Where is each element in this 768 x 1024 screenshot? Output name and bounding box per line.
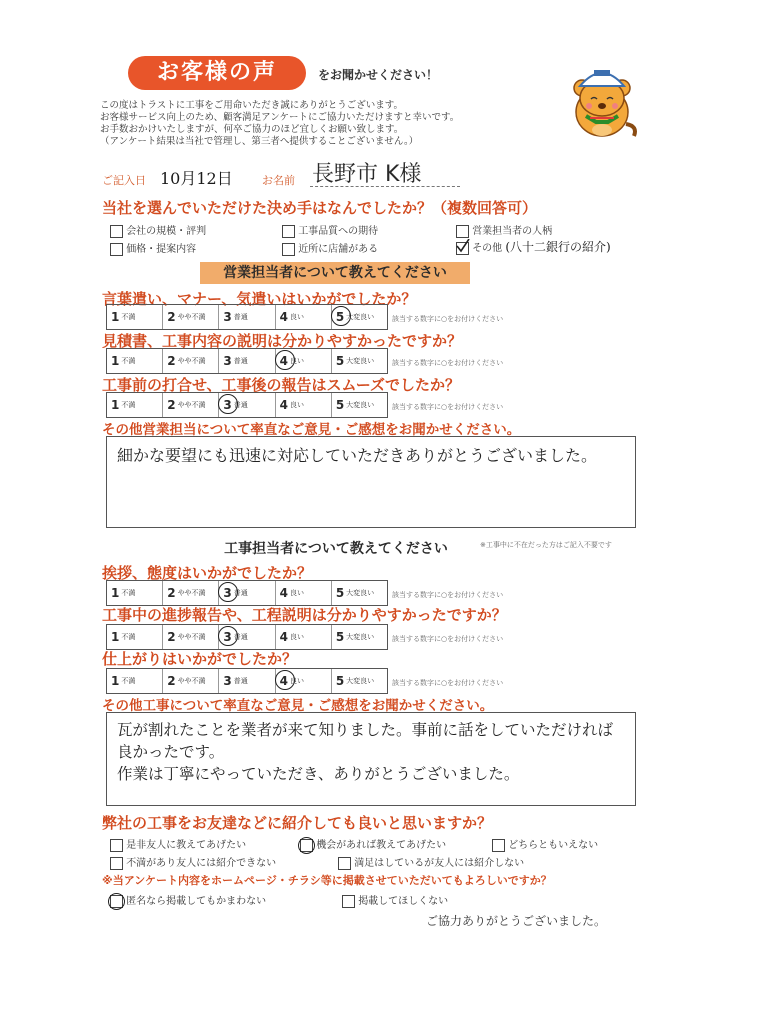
scale-number: 3	[223, 398, 232, 412]
scale-label: やや不満	[177, 633, 206, 641]
intro-text: この度はトラストに工事をご用命いただき誠にありがとうございます。 お客様サービス向上のため、顧客満足アンケートにご協力いただけますと幸いです。 お手数おかけいたしますが、何卒ご協力のほど宜しくお願い致します。 （アンケート結果は当社で管理し、第三者へ提供することございません。）	[100, 100, 460, 147]
scale-label: 良い	[289, 633, 304, 641]
scale-label: 普通	[233, 313, 248, 321]
scale-label: 不満	[121, 677, 136, 685]
reason-option-5[interactable]: 近所に店舗がある	[282, 240, 378, 256]
scale-label: やや不満	[177, 401, 206, 409]
scale-number: 2	[167, 674, 176, 688]
scale-number: 1	[111, 674, 120, 688]
sales-q1-scale[interactable]	[106, 304, 388, 330]
mascot-icon	[556, 52, 648, 144]
construction-q2: 工事中の進捗報告や、工程説明は分かりやすかったですか？	[102, 606, 507, 624]
scale-number: 5	[335, 310, 345, 324]
checkmark-icon	[456, 239, 470, 253]
reason-option-2[interactable]: 工事品質への期待	[282, 222, 378, 238]
referral-option-1[interactable]: 是非友人に教えてあげたい	[110, 836, 246, 852]
scale-option-4[interactable]	[276, 349, 332, 373]
scale-option-4[interactable]	[276, 625, 332, 649]
scale-number: 3	[223, 586, 232, 600]
scale-option-5[interactable]	[332, 581, 387, 605]
sales-comment-prompt: その他営業担当について率直なご意見・ご感想をお聞かせください。	[102, 422, 521, 438]
scale-number: 1	[111, 398, 120, 412]
scale-number: 2	[167, 398, 176, 412]
construction-comment-text: 瓦が割れたことを業者が来て知りました。事前に話をしていただければ良かったです。 作業は丁寧にやっていただき、ありがとうございました。	[117, 721, 614, 783]
scale-option-2[interactable]	[163, 349, 219, 373]
name-underline	[310, 186, 460, 187]
scale-number: 5	[335, 674, 345, 688]
referral-option-3[interactable]: どちらともいえない	[492, 836, 598, 852]
scale-option-3[interactable]	[219, 625, 275, 649]
scale-option-2[interactable]	[163, 305, 219, 329]
scale-number: 3	[223, 630, 232, 644]
scale-option-4[interactable]	[276, 393, 332, 417]
construction-section-note: ※工事中に不在だった方はご記入不要です	[480, 541, 612, 549]
scale-option-4[interactable]	[276, 305, 332, 329]
publish-option-2[interactable]: 掲載してほしくない	[342, 892, 448, 908]
sales-q1-note: 該当する数字に○をお付けください	[392, 315, 504, 323]
construction-q1: 挨拶、態度はいかがでしたか？	[102, 564, 313, 582]
publish-option-1[interactable]: 匿名なら掲載してもかまわない	[110, 892, 266, 908]
scale-label: やや不満	[177, 313, 206, 321]
scale-number: 2	[167, 354, 176, 368]
scale-number: 4	[279, 586, 288, 600]
construction-q1-note: 該当する数字に○をお付けください	[392, 591, 504, 599]
scale-label: 不満	[121, 633, 136, 641]
scale-option-5[interactable]	[332, 349, 387, 373]
sales-q2-note: 該当する数字に○をお付けください	[392, 359, 504, 367]
reason-option-4[interactable]: 価格・提案内容	[110, 240, 196, 256]
scale-number: 5	[335, 630, 345, 644]
scale-label: やや不満	[177, 589, 206, 597]
scale-label: 大変良い	[346, 677, 375, 685]
scale-number: 5	[335, 586, 345, 600]
sales-comment-box[interactable]	[106, 436, 636, 528]
scale-label: 普通	[233, 633, 248, 641]
scale-label: 大変良い	[346, 313, 375, 321]
scale-number: 4	[279, 354, 288, 368]
scale-number: 1	[111, 630, 120, 644]
scale-option-4[interactable]	[276, 581, 332, 605]
scale-option-2[interactable]	[163, 393, 219, 417]
scale-option-3[interactable]	[219, 305, 275, 329]
scale-number: 4	[279, 310, 288, 324]
scale-number: 1	[111, 310, 120, 324]
scale-label: 良い	[289, 357, 304, 365]
circle-mark-icon	[108, 893, 125, 910]
scale-option-1[interactable]	[107, 625, 163, 649]
date-value[interactable]: 10月12日	[160, 169, 233, 188]
name-value[interactable]: 長野市 K様	[312, 162, 422, 187]
scale-number: 2	[167, 310, 176, 324]
scale-option-1[interactable]	[107, 581, 163, 605]
publish-question: ※当アンケート内容をホームページ・チラシ等に掲載させていただいてもよろしいですか？	[102, 874, 552, 887]
scale-label: やや不満	[177, 357, 206, 365]
scale-label: 大変良い	[346, 633, 375, 641]
sales-q1: 言葉遣い、マナー、気遣いはいかがでしたか？	[102, 290, 417, 308]
form-title-sub: をお聞かせください！	[318, 68, 439, 82]
scale-number: 2	[167, 586, 176, 600]
scale-number: 1	[111, 586, 120, 600]
circle-mark-icon	[298, 837, 315, 854]
form-title: お客様の声	[128, 56, 306, 90]
construction-q2-scale[interactable]	[106, 624, 388, 650]
scale-label: 不満	[121, 589, 136, 597]
scale-option-2[interactable]	[163, 581, 219, 605]
scale-label: 普通	[233, 401, 248, 409]
scale-option-3[interactable]	[219, 581, 275, 605]
scale-number: 1	[111, 354, 120, 368]
scale-label: 良い	[289, 589, 304, 597]
scale-option-5[interactable]	[332, 393, 387, 417]
scale-option-1[interactable]	[107, 305, 163, 329]
scale-option-1[interactable]	[107, 669, 163, 693]
scale-option-1[interactable]	[107, 349, 163, 373]
scale-label: 普通	[233, 589, 248, 597]
referral-option-2[interactable]: 機会があれば教えてあげたい	[300, 836, 446, 852]
scale-option-3[interactable]	[219, 349, 275, 373]
reason-option-1[interactable]: 会社の規模・評判	[110, 222, 206, 238]
scale-number: 4	[279, 674, 288, 688]
scale-option-1[interactable]	[107, 393, 163, 417]
scale-number: 2	[167, 630, 176, 644]
name-label: お名前	[262, 174, 295, 187]
construction-q3: 仕上がりはいかがでしたか？	[102, 650, 298, 668]
scale-number: 4	[279, 630, 288, 644]
scale-label: 不満	[121, 401, 136, 409]
scale-number: 3	[223, 674, 232, 688]
scale-option-2[interactable]	[163, 625, 219, 649]
scale-label: 不満	[121, 313, 136, 321]
scale-option-5[interactable]	[332, 305, 387, 329]
reason-question: 当社を選んでいただけた決め手はなんでしたか？（複数回答可）	[102, 199, 538, 217]
scale-label: 普通	[233, 357, 248, 365]
scale-label: 良い	[289, 401, 304, 409]
scale-label: 大変良い	[346, 357, 375, 365]
scale-option-2[interactable]	[163, 669, 219, 693]
scale-option-3[interactable]	[219, 393, 275, 417]
scale-label: 大変良い	[346, 401, 375, 409]
thanks-text: ご協力ありがとうございました。	[426, 914, 607, 928]
date-label: ご記入日	[102, 174, 146, 187]
scale-label: 良い	[289, 677, 304, 685]
construction-q3-scale[interactable]	[106, 668, 388, 694]
sales-q3-scale[interactable]	[106, 392, 388, 418]
scale-option-4[interactable]	[276, 669, 332, 693]
scale-number: 4	[279, 398, 288, 412]
referral-question: 弊社の工事をお友達などに紹介しても良いと思いますか？	[102, 814, 493, 832]
scale-option-3[interactable]	[219, 669, 275, 693]
construction-comment-box[interactable]	[106, 712, 636, 806]
scale-number: 5	[335, 354, 345, 368]
sales-comment-text: 細かな要望にも迅速に対応していただきありがとうございました。	[117, 446, 598, 465]
scale-number: 3	[223, 310, 232, 324]
sales-q2-scale[interactable]	[106, 348, 388, 374]
scale-label: 大変良い	[346, 589, 375, 597]
construction-q1-scale[interactable]	[106, 580, 388, 606]
scale-option-5[interactable]	[332, 669, 387, 693]
scale-number: 3	[223, 354, 232, 368]
construction-q3-note: 該当する数字に○をお付けください	[392, 679, 504, 687]
scale-label: 普通	[233, 677, 248, 685]
referral-option-5[interactable]: 満足はしているが友人には紹介しない	[338, 854, 524, 870]
sales-q2: 見積書、工事内容の説明は分かりやすかったですか？	[102, 332, 463, 350]
scale-label: 不満	[121, 357, 136, 365]
construction-comment-prompt: その他工事について率直なご意見・ご感想をお聞かせください。	[102, 698, 494, 714]
referral-option-4[interactable]: 不満があり友人には紹介できない	[110, 854, 276, 870]
scale-label: やや不満	[177, 677, 206, 685]
reason-option-3[interactable]: 営業担当者の人柄	[456, 222, 552, 238]
scale-label: 良い	[289, 313, 304, 321]
sales-section-title: 営業担当者について教えてください	[200, 262, 470, 284]
sales-q3: 工事前の打合せ、工事後の報告はスムーズでしたか？	[102, 376, 461, 394]
reason-option-6[interactable]: その他 (八十二銀行の紹介)	[456, 238, 611, 255]
construction-q2-note: 該当する数字に○をお付けください	[392, 635, 504, 643]
reason-other-text: (八十二銀行の紹介)	[505, 240, 611, 254]
scale-option-5[interactable]	[332, 625, 387, 649]
scale-number: 5	[335, 398, 345, 412]
sales-q3-note: 該当する数字に○をお付けください	[392, 403, 504, 411]
construction-section-title: 工事担当者について教えてください	[224, 541, 448, 557]
